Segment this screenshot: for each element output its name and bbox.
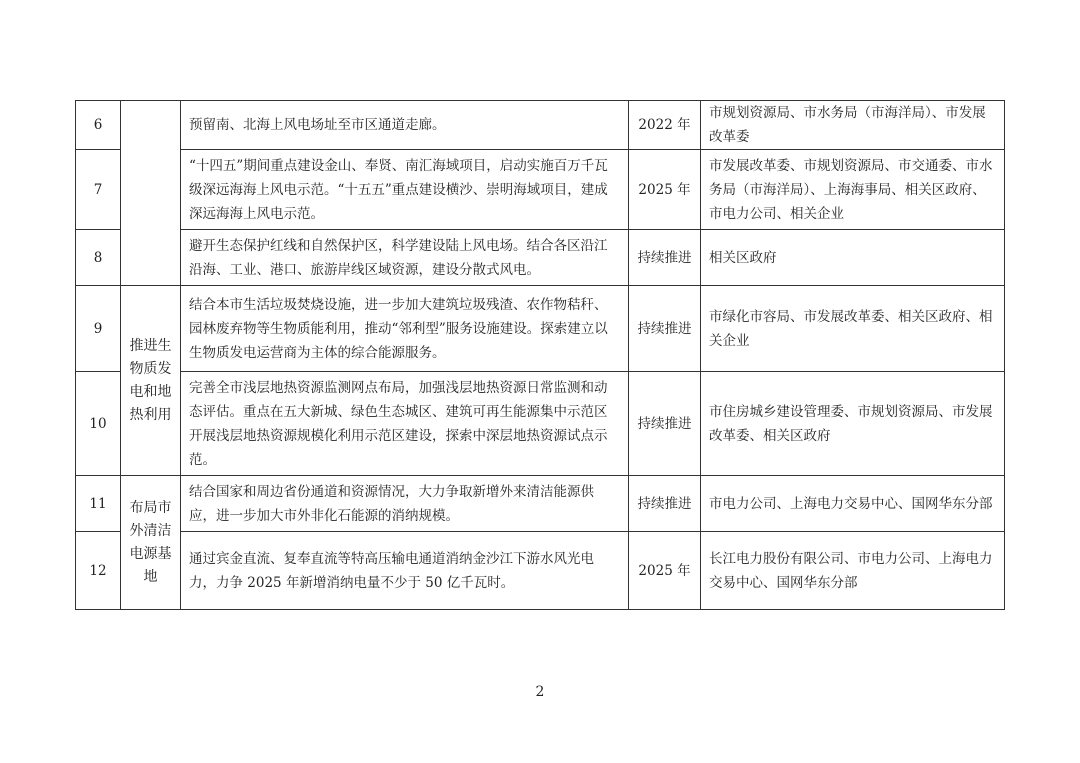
deadline-cell: 持续推进 (629, 230, 701, 286)
task-cell: “十四五”期间重点建设金山、奉贤、南汇海域项目，启动实施百万千瓦级深远海海上风电示范。“十五五”重点建设横沙、崇明海域项目，建成深远海海上风电示范。 (181, 150, 629, 230)
task-cell: 结合国家和周边省份通道和资源情况，大力争取新增外来清洁能源供应，进一步加大市外非化石能源的消纳规模。 (181, 476, 629, 532)
deadline-cell: 2022 年 (629, 101, 701, 150)
table-row (76, 230, 1005, 286)
deadline-cell: 2025 年 (629, 150, 701, 230)
responsible-dept-cell: 长江电力股份有限公司、市电力公司、上海电力交易中心、国网华东分部 (701, 532, 1005, 610)
page-number: 2 (535, 684, 545, 700)
category-cell: 推进生物质发电和地热利用 (121, 286, 181, 476)
responsible-dept-cell: 市规划资源局、市水务局（市海洋局）、市发展改革委 (701, 101, 1005, 150)
category-cell: 布局市外清洁电源基地 (121, 476, 181, 610)
row-number: 9 (76, 286, 121, 372)
task-cell: 预留南、北海上风电场址至市区通道走廊。 (181, 101, 629, 150)
table-row (76, 532, 1005, 610)
deadline-cell: 持续推进 (629, 476, 701, 532)
table-row (76, 286, 1005, 372)
responsible-dept-cell: 市发展改革委、市规划资源局、市交通委、市水务局（市海洋局）、上海海事局、相关区政府、市电力公司、相关企业 (701, 150, 1005, 230)
responsible-dept-cell: 市绿化市容局、市发展改革委、相关区政府、相关企业 (701, 286, 1005, 372)
task-cell: 结合本市生活垃圾焚烧设施，进一步加大建筑垃圾残渣、农作物秸秆、园林废弃物等生物质能利用，推动“邻利型”服务设施建设。探索建立以生物质发电运营商为主体的综合能源服务。 (181, 286, 629, 372)
row-number: 7 (76, 150, 121, 230)
task-cell: 避开生态保护红线和自然保护区，科学建设陆上风电场。结合各区沿江沿海、工业、港口、旅游岸线区域资源，建设分散式风电。 (181, 230, 629, 286)
table-row (76, 476, 1005, 532)
task-cell: 完善全市浅层地热资源监测网点布局，加强浅层地热资源日常监测和动态评估。重点在五大新城、绿色生态城区、建筑可再生能源集中示范区开展浅层地热资源规模化利用示范区建设，探索中深层地热资源试点示范。 (181, 372, 629, 476)
responsible-dept-cell: 相关区政府 (701, 230, 1005, 286)
deadline-cell: 持续推进 (629, 286, 701, 372)
responsible-dept-cell: 市住房城乡建设管理委、市规划资源局、市发展改革委、相关区政府 (701, 372, 1005, 476)
row-number: 6 (76, 101, 121, 150)
deadline-cell: 持续推进 (629, 372, 701, 476)
row-number: 8 (76, 230, 121, 286)
row-number: 12 (76, 532, 121, 610)
row-number: 10 (76, 372, 121, 476)
responsible-dept-cell: 市电力公司、上海电力交易中心、国网华东分部 (701, 476, 1005, 532)
category-cell-empty (121, 101, 181, 286)
task-cell: 通过宾金直流、复奉直流等特高压输电通道消纳金沙江下游水风光电力，力争 2025 年新增消纳电量不少于 50 亿千瓦时。 (181, 532, 629, 610)
table-row (76, 150, 1005, 230)
table-row (76, 101, 1005, 150)
measures-table (75, 100, 1005, 610)
table-row (76, 372, 1005, 476)
row-number: 11 (76, 476, 121, 532)
deadline-cell: 2025 年 (629, 532, 701, 610)
